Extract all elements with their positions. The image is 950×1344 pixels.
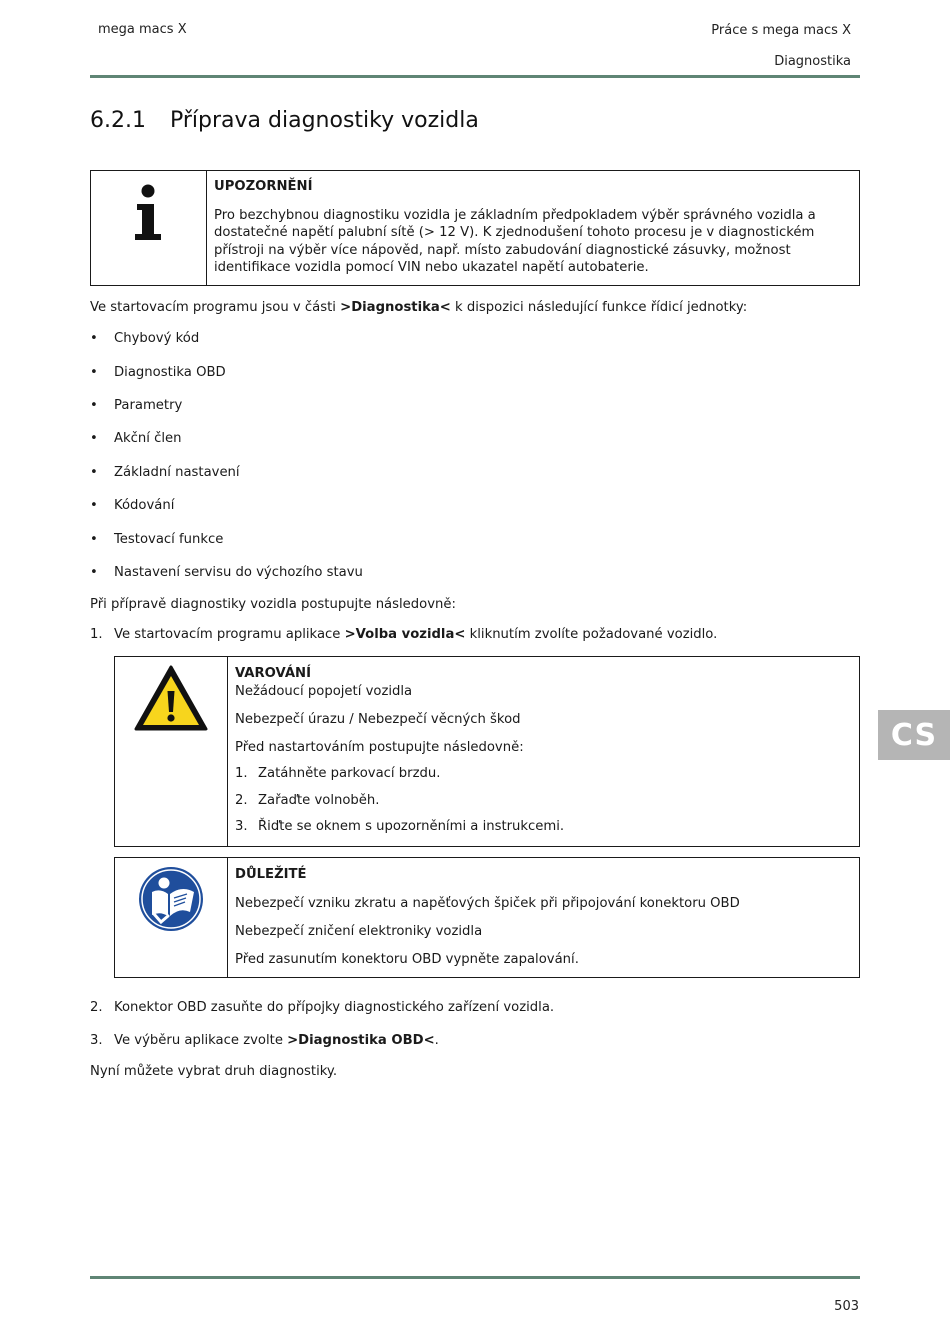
- item-text: Řiďte se oknem s upozorněními a instrukcemi.: [258, 819, 565, 834]
- item-text: Zatáhněte parkovací brzdu.: [258, 766, 441, 781]
- warning-triangle-icon: [133, 664, 209, 732]
- item-number: 2.: [235, 792, 248, 808]
- step-text-before: Ve startovacím programu aplikace: [114, 627, 345, 642]
- language-tab: CS: [878, 710, 950, 760]
- bullet-dot: •: [90, 498, 98, 513]
- header-rule: [90, 75, 860, 78]
- important-icon-cell: [115, 858, 228, 977]
- procedure-intro: Při přípravě diagnostiky vozidla postupujte následovně:: [90, 597, 456, 612]
- important-text: [228, 858, 859, 977]
- step-menu-reference: >Diagnostika OBD<: [287, 1033, 435, 1048]
- section-title: Příprava diagnostiky vozidla: [170, 108, 479, 133]
- notice-icon-cell: [91, 171, 207, 285]
- notice-title: UPOZORNĚNÍ: [214, 179, 313, 194]
- read-manual-icon: [138, 866, 204, 932]
- list-item: [235, 792, 852, 810]
- header-section: Diagnostika: [774, 54, 851, 69]
- intro-menu-reference: >Diagnostika<: [340, 300, 451, 315]
- item-number: 3.: [235, 819, 248, 834]
- step-text: [114, 1033, 439, 1048]
- item-text: Zařaďte volnoběh.: [258, 792, 380, 808]
- info-icon: [129, 184, 169, 244]
- notice-box: [90, 170, 860, 286]
- list-item-text: Kódování: [114, 498, 175, 513]
- list-item-text: Základní nastavení: [114, 465, 240, 480]
- bullet-dot: •: [90, 565, 98, 580]
- step-text: Konektor OBD zasuňte do přípojky diagnostického zařízení vozidla.: [114, 1000, 555, 1015]
- warning-icon-cell: [115, 657, 228, 846]
- bullet-dot: •: [90, 465, 98, 480]
- important-line-3: Před zasunutím konektoru OBD vypněte zapalování.: [235, 951, 579, 967]
- important-line-1: Nebezpečí vzniku zkratu a napěťových špiček při připojování konektoru OBD: [235, 895, 740, 911]
- notice-text: [207, 171, 859, 285]
- warning-steps: [235, 765, 852, 836]
- list-item-text: Nastavení servisu do výchozího stavu: [114, 565, 363, 580]
- list-item-text: Chybový kód: [114, 331, 200, 346]
- step-text-before: Ve výběru aplikace zvolte: [114, 1033, 288, 1048]
- list-item-text: Diagnostika OBD: [114, 365, 226, 380]
- header-chapter: Práce s mega macs X: [711, 23, 851, 38]
- warning-subtitle: Nežádoucí popojetí vozidla: [235, 683, 413, 699]
- warning-box: [114, 656, 860, 847]
- page-number: 503: [834, 1299, 859, 1314]
- footer-rule: [90, 1276, 860, 1279]
- step-text: [114, 627, 717, 642]
- list-item-text: Parametry: [114, 398, 183, 413]
- list-item-text: Testovací funkce: [114, 532, 224, 547]
- bullet-dot: •: [90, 331, 98, 346]
- list-item: [235, 818, 852, 836]
- bullet-dot: •: [90, 431, 98, 446]
- list-item: [235, 765, 852, 783]
- warning-before-start: Před nastartováním postupujte následovně:: [235, 739, 524, 755]
- step-text-after: kliknutím zvolíte požadované vozidlo.: [465, 627, 718, 642]
- closing-paragraph: Nyní můžete vybrat druh diagnostiky.: [90, 1064, 338, 1079]
- intro-paragraph: [90, 300, 747, 315]
- warning-title: VAROVÁNÍ: [235, 666, 311, 681]
- section-number: 6.2.1: [90, 108, 146, 133]
- item-number: 1.: [235, 766, 248, 781]
- important-box: [114, 857, 860, 978]
- bullet-dot: •: [90, 532, 98, 547]
- header-doc-title: mega macs X: [98, 22, 187, 37]
- step-text-after: .: [434, 1033, 439, 1048]
- step-number: 3.: [90, 1033, 103, 1048]
- bullet-dot: •: [90, 365, 98, 380]
- step-menu-reference: >Volba vozidla<: [344, 627, 466, 642]
- intro-text-after: k dispozici následující funkce řídicí jednotky:: [450, 300, 748, 315]
- intro-text-before: Ve startovacím programu jsou v části: [90, 300, 341, 315]
- important-title: DŮLEŽITÉ: [235, 867, 307, 882]
- bullet-dot: •: [90, 398, 98, 413]
- notice-body: Pro bezchybnou diagnostiku vozidla je základním předpokladem výběr správného vozidla a dostatečné napětí palubní sítě (> 12 V). K zjednodušení tohoto procesu je v diagnostickém přístroji na výběr více nápověd, např. místo zabudování diagnostické zásuvky, možnost identifikace vozidla pomocí VIN nebo ukazatel napětí autobaterie.: [214, 207, 816, 275]
- step-number: 1.: [90, 627, 103, 642]
- important-line-2: Nebezpečí zničení elektroniky vozidla: [235, 924, 483, 939]
- list-item-text: Akční člen: [114, 431, 182, 446]
- section-heading: [90, 108, 479, 133]
- step-number: 2.: [90, 1000, 103, 1015]
- warning-text: [228, 657, 859, 846]
- warning-danger: Nebezpečí úrazu / Nebezpečí věcných škod: [235, 712, 521, 727]
